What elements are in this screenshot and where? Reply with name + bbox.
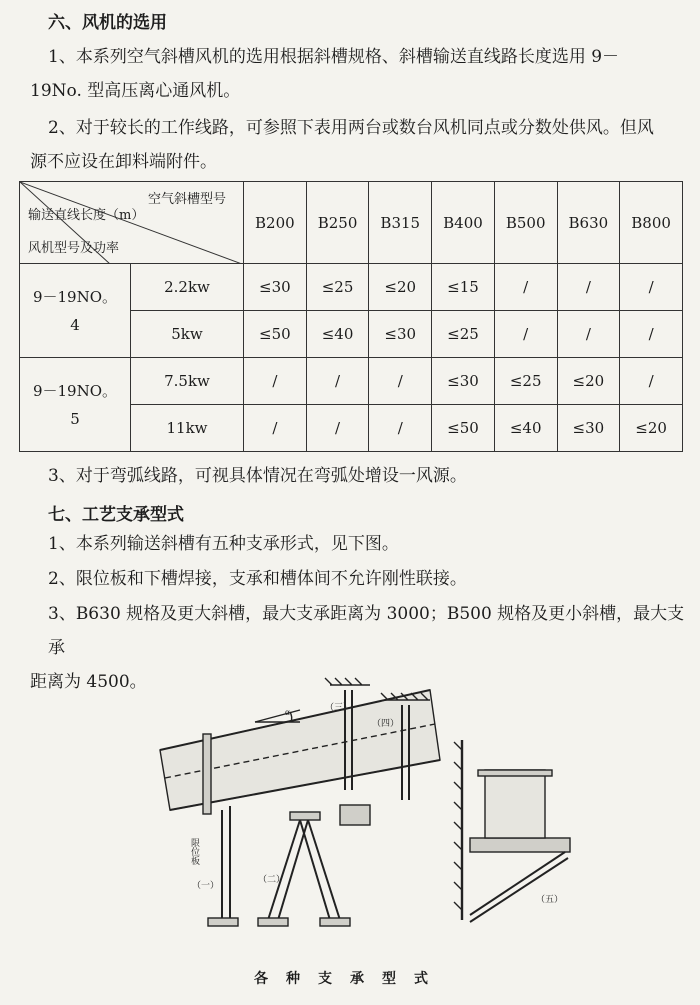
label-support-2: （二） (258, 874, 286, 884)
value-cell: ≤20 (557, 358, 620, 405)
support-5-beam (470, 838, 570, 852)
table-row (20, 264, 683, 311)
col-b800: B800 (620, 182, 683, 264)
section-7-paragraph-2 (30, 562, 690, 596)
value-cell: ≤20 (620, 405, 683, 452)
value-cell: ≤30 (432, 358, 495, 405)
value-cell: / (494, 311, 557, 358)
label-support-3: （三） (325, 702, 353, 712)
section-6-title: 六、风机的选用 (48, 13, 167, 33)
support-2-cap (290, 812, 320, 820)
s7-p2-line: 2、限位板和下槽焊接，支承和槽体间不允许刚性联接。 (48, 569, 467, 589)
header-trough-model: 空气斜槽型号 (148, 192, 227, 207)
trough-body (160, 690, 440, 810)
s7-p3-line-1: 3、B630 规格及更大斜槽，最大支承距离为 3000；B500 规格及更小斜槽，最大支承 (48, 604, 685, 658)
value-cell: / (557, 311, 620, 358)
value-cell: / (494, 264, 557, 311)
section-6-paragraph-1 (30, 40, 690, 108)
value-cell: / (369, 358, 432, 405)
figure-caption: 各种支承型式 (254, 971, 446, 987)
support-2-foot-left (258, 918, 288, 926)
value-cell: ≤50 (244, 311, 307, 358)
fan-number: 5 (70, 409, 80, 428)
value-cell: / (244, 358, 307, 405)
power-cell: 2.2kw (131, 264, 244, 311)
table-row (20, 358, 683, 405)
col-b400: B400 (432, 182, 495, 264)
value-cell: / (306, 405, 369, 452)
value-cell: / (620, 311, 683, 358)
fan-model: 9－19NO。 (32, 381, 118, 400)
p3-line: 3、对于弯弧线路，可视具体情况在弯弧处增设一风源。 (48, 466, 467, 486)
section-6-paragraph-2 (30, 111, 690, 179)
value-cell: / (244, 405, 307, 452)
power-cell: 11kw (131, 405, 244, 452)
value-cell: / (369, 405, 432, 452)
value-cell: ≤50 (432, 405, 495, 452)
fan-model: 9－19NO。 (32, 287, 118, 306)
value-cell: ≤30 (244, 264, 307, 311)
fan-cell-group-2 (20, 358, 131, 452)
col-b250: B250 (306, 182, 369, 264)
value-cell: ≤40 (494, 405, 557, 452)
trough-flange (203, 734, 211, 814)
value-cell: ≤25 (306, 264, 369, 311)
support-1-base (208, 918, 238, 926)
value-cell: ≤15 (432, 264, 495, 311)
support-types-diagram (0, 660, 700, 965)
support-5-trough-section (485, 770, 545, 838)
label-limit-plate: 限位板 (190, 838, 200, 865)
s7-p3-line-2: 距离为 4500。 (30, 672, 147, 692)
support-2-foot-right (320, 918, 350, 926)
power-cell: 7.5kw (131, 358, 244, 405)
value-cell: ≤40 (306, 311, 369, 358)
support-3-ceiling (325, 678, 370, 685)
header-fan: 风机型号及功率 (28, 241, 120, 256)
value-cell: ≤30 (369, 311, 432, 358)
support-2-leg-rear-b (308, 820, 340, 920)
support-2-leg-rear (300, 820, 330, 920)
col-b200: B200 (244, 182, 307, 264)
p1-line-2: 19No. 型高压离心通风机。 (30, 81, 241, 101)
p1-line-1: 1、本系列空气斜槽风机的选用根据斜槽规格、斜槽输送直线路长度选用 9－ (48, 47, 620, 67)
value-cell: ≤25 (494, 358, 557, 405)
value-cell: / (620, 264, 683, 311)
table-diagonal-header (20, 182, 244, 264)
col-b500: B500 (494, 182, 557, 264)
support-5-brace (470, 852, 565, 915)
support-5-brace-b (470, 858, 568, 922)
fan-number: 4 (70, 315, 80, 334)
value-cell: ≤25 (432, 311, 495, 358)
support-5-flange (478, 770, 552, 776)
label-support-5: （五） (536, 894, 564, 904)
section-6-paragraph-3 (30, 459, 690, 493)
value-cell: / (557, 264, 620, 311)
power-cell: 5kw (131, 311, 244, 358)
p2-line-1: 2、对于较长的工作线路，可参照下表用两台或数台风机同点或分数处供风。但风 (48, 118, 654, 138)
section-7-title: 七、工艺支承型式 (48, 505, 184, 525)
label-support-4: （四） (372, 718, 400, 728)
value-cell: / (620, 358, 683, 405)
value-cell: / (306, 358, 369, 405)
fan-selection-table (19, 181, 683, 452)
header-length: 输送直线长度（m） (28, 208, 145, 223)
s7-p1-line: 1、本系列输送斜槽有五种支承形式，见下图。 (48, 534, 399, 554)
label-alpha: α (285, 707, 290, 717)
support-4-clamp (340, 805, 370, 825)
col-b630: B630 (557, 182, 620, 264)
support-2-leg-left (268, 820, 300, 920)
col-b315: B315 (369, 182, 432, 264)
label-support-1: （一） (192, 880, 220, 890)
section-7-paragraph-1 (30, 527, 690, 561)
fan-cell-group-1 (20, 264, 131, 358)
value-cell: ≤30 (557, 405, 620, 452)
p2-line-2: 源不应设在卸料端附件。 (30, 152, 217, 172)
value-cell: ≤20 (369, 264, 432, 311)
